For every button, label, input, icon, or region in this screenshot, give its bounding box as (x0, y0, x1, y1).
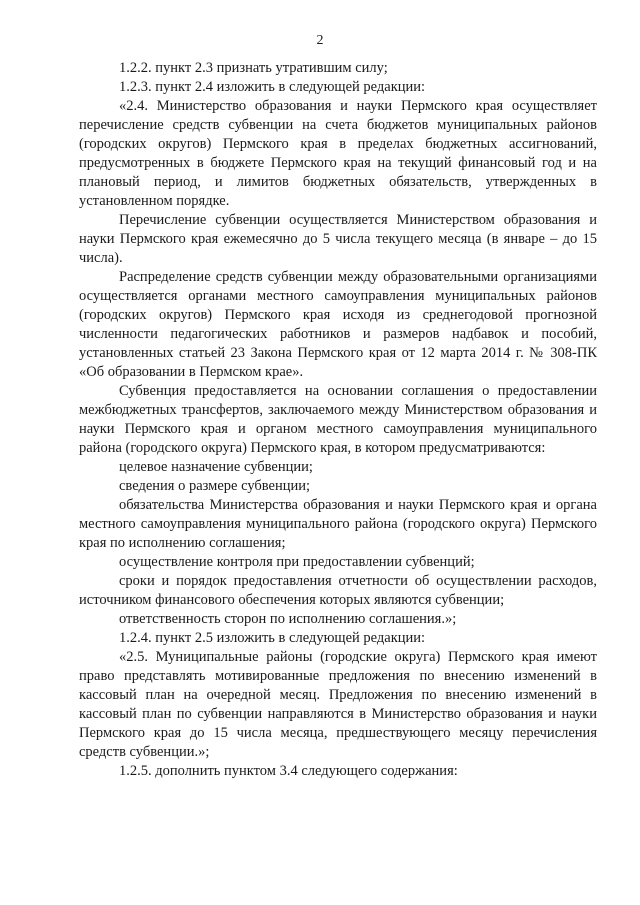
paragraph: 1.2.4. пункт 2.5 изложить в следующей редакции: (119, 630, 426, 646)
paragraph: целевое назначение субвенции; (119, 459, 313, 475)
paragraph: обязательства Министерства образования и науки Пермского края и органа местного самоуправления муниципального района (городского округа) Пермского края по исполнению соглашения; (79, 497, 597, 551)
document-body (79, 59, 597, 781)
paragraph: Субвенция предоставляется на основании соглашения о предоставлении межбюджетных трансфертов, заключаемого между Министерством образования и науки Пермского края и органом местного самоуправления муниципального района (городского округа) Пермского края, в котором предусматриваются: (79, 383, 597, 456)
paragraph: 1.2.3. пункт 2.4 изложить в следующей редакции: (119, 79, 426, 95)
paragraph: 1.2.2. пункт 2.3 признать утратившим силу; (119, 60, 388, 76)
paragraph: Распределение средств субвенции между образовательными организациями осуществляется органами местного самоуправления муниципальных районов (городских округов) Пермского края исходя из среднегодовой прогнозной численности педагогических работников и размеров надбавок и пособий, установленных статьей 23 Закона Пермского края от 12 марта 2014 г. № 308-ПК «Об образовании в Пермском крае». (79, 269, 597, 380)
paragraph: ответственность сторон по исполнению соглашения.»; (119, 611, 457, 627)
paragraph: осуществление контроля при предоставлении субвенций; (119, 554, 475, 570)
page-number: 2 (316, 33, 324, 48)
paragraph: сроки и порядок предоставления отчетности об осуществлении расходов, источником финансового обеспечения которых являются субвенции; (79, 573, 597, 608)
paragraph: сведения о размере субвенции; (119, 478, 311, 494)
paragraph: 1.2.5. дополнить пунктом 3.4 следующего содержания: (119, 763, 458, 779)
paragraph: Перечисление субвенции осуществляется Министерством образования и науки Пермского края ежемесячно до 5 числа текущего месяца (в январе – до 15 числа). (79, 212, 597, 266)
paragraph: «2.4. Министерство образования и науки Пермского края осуществляет перечисление средств субвенции на счета бюджетов муниципальных районов (городских округов) Пермского края в пределах бюджетных ассигнований, предусмотренных в бюджете Пермского края на текущий финансовый год и на плановый период, и лимитов бюджетных обязательств, утвержденных в установленном порядке. (79, 98, 597, 209)
paragraph: «2.5. Муниципальные районы (городские округа) Пермского края имеют право представлять мотивированные предложения по внесению изменений в кассовый план на очередной месяц. Предложения по внесению изменений в кассовый план по субвенции направляются в Министерство образования и науки Пермского края до 15 числа месяца, предшествующего месяцу перечисления средств субвенции.»; (79, 649, 597, 760)
